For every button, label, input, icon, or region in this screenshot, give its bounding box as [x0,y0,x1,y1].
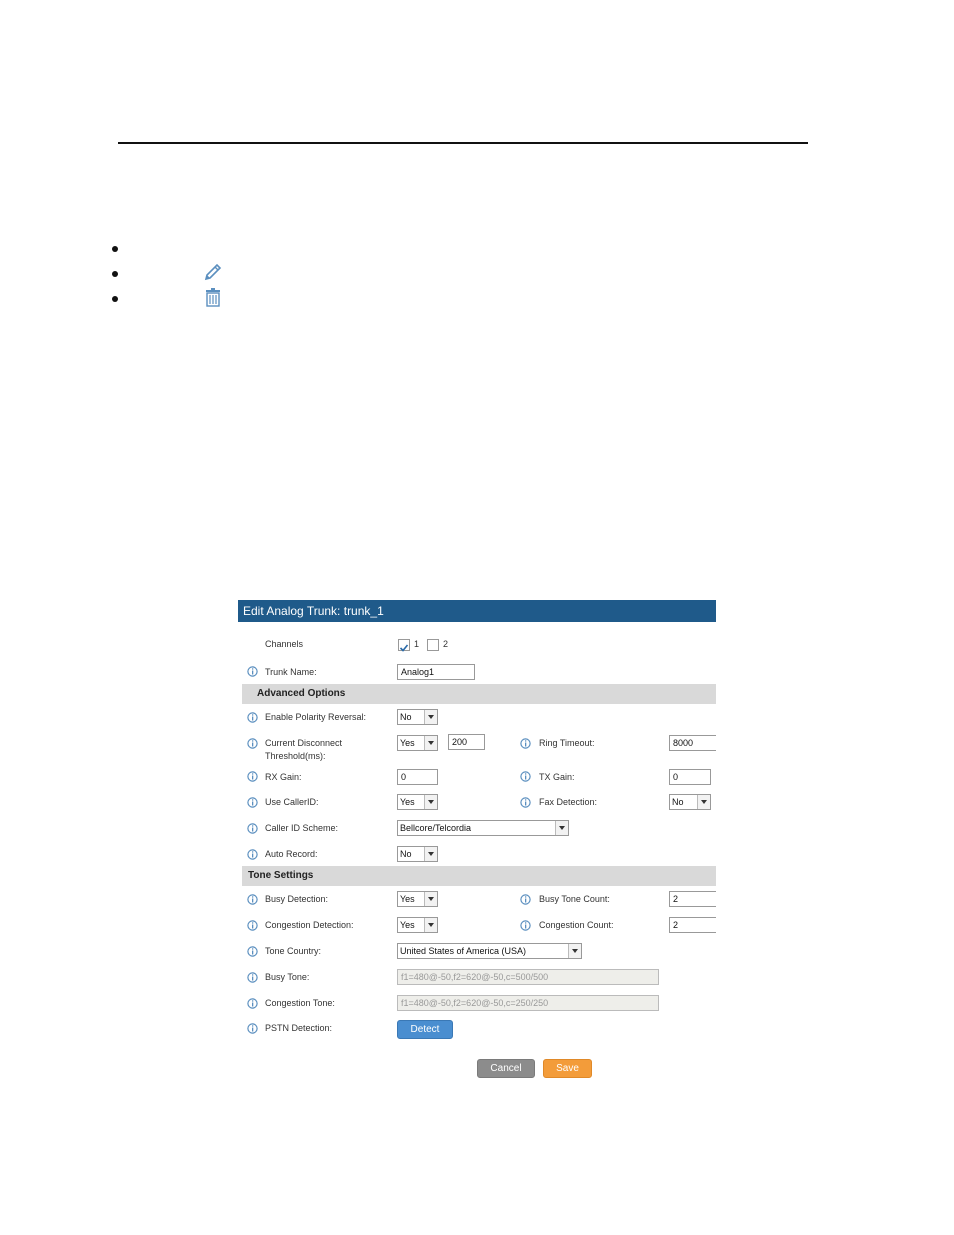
current-disconnect-select[interactable] [397,735,438,751]
tx-gain-label: TX Gain: [539,772,575,782]
use-callerid-select[interactable] [397,794,438,810]
info-icon[interactable] [247,920,258,931]
busy-detection-value: Yes [400,894,415,904]
chevron-down-icon [424,795,437,809]
current-disconnect-label-line1: Current Disconnect [265,738,343,748]
tone-settings-header: Tone Settings [242,866,716,886]
callerid-scheme-select[interactable] [397,820,569,836]
disconnect-threshold-input[interactable]: 200 [448,734,485,750]
channels-label: Channels [265,639,304,649]
trunk-name-input[interactable]: Analog1 [397,664,475,680]
info-icon[interactable] [247,946,258,957]
channel-1-checkbox[interactable] [398,639,410,651]
congestion-detection-select[interactable] [397,917,438,933]
use-callerid-label: Use CallerID: [265,797,319,807]
use-callerid-value: Yes [400,797,415,807]
polarity-reversal-label: Enable Polarity Reversal: [265,712,367,722]
info-icon[interactable] [247,894,258,905]
info-icon[interactable] [247,712,258,723]
rx-gain-input[interactable]: 0 [397,769,438,785]
info-icon[interactable] [247,666,258,677]
info-icon[interactable] [247,849,258,860]
info-icon[interactable] [520,738,531,749]
busy-detection-select[interactable] [397,891,438,907]
checkmark-icon [399,643,409,653]
horizontal-rule [118,142,808,144]
congestion-count-input[interactable]: 2 [669,917,716,933]
bullet-item [112,265,312,285]
dialog-title: Edit Analog Trunk: trunk_1 [238,600,716,622]
congestion-tone-input[interactable]: f1=480@-50,f2=620@-50,c=250/250 [397,995,659,1011]
chevron-down-icon [424,847,437,861]
bullet-item [112,240,312,260]
busy-tone-input[interactable]: f1=480@-50,f2=620@-50,c=500/500 [397,969,659,985]
fax-detection-value: No [672,797,684,807]
chevron-down-icon [424,710,437,724]
tone-country-label: Tone Country: [265,946,322,956]
tone-country-select[interactable] [397,943,582,959]
busy-tone-label: Busy Tone: [265,972,310,982]
fax-detection-select[interactable] [669,794,711,810]
info-icon[interactable] [520,920,531,931]
pstn-detection-label: PSTN Detection: [265,1023,333,1033]
busy-tone-count-label: Busy Tone Count: [539,894,610,904]
current-disconnect-label-line2: Threshold(ms): [265,751,326,761]
save-button[interactable]: Save [543,1059,592,1078]
chevron-down-icon [424,892,437,906]
auto-record-label: Auto Record: [265,849,318,859]
info-icon[interactable] [247,1023,258,1034]
info-icon[interactable] [247,797,258,808]
callerid-scheme-value: Bellcore/Telcordia [400,823,472,833]
polarity-reversal-value: No [400,712,412,722]
rx-gain-label: RX Gain: [265,772,302,782]
info-icon[interactable] [520,771,531,782]
auto-record-value: No [400,849,412,859]
edit-analog-trunk-dialog [238,600,716,1090]
busy-tone-count-input[interactable]: 2 [669,891,716,907]
info-icon[interactable] [247,972,258,983]
busy-detection-label: Busy Detection: [265,894,329,904]
cancel-button[interactable]: Cancel [477,1059,535,1078]
auto-record-select[interactable] [397,846,438,862]
current-disconnect-value: Yes [400,738,415,748]
channel-2-checkbox[interactable] [427,639,439,651]
trash-icon [202,286,224,308]
ring-timeout-label: Ring Timeout: [539,738,595,748]
fax-detection-label: Fax Detection: [539,797,598,807]
advanced-options-header: Advanced Options [242,684,716,704]
info-icon[interactable] [247,998,258,1009]
congestion-tone-label: Congestion Tone: [265,998,335,1008]
chevron-down-icon [697,795,710,809]
ring-timeout-input[interactable]: 8000 [669,735,716,751]
tone-country-value: United States of America (USA) [400,946,527,956]
bullet-dot [112,246,118,252]
chevron-down-icon [555,821,568,835]
tx-gain-input[interactable]: 0 [669,769,711,785]
trunk-name-label: Trunk Name: [265,667,317,677]
bullet-item [112,290,312,310]
chevron-down-icon [424,918,437,932]
info-icon[interactable] [247,738,258,749]
channel-1-label: 1 [414,639,420,649]
callerid-scheme-label: Caller ID Scheme: [265,823,339,833]
detect-button[interactable]: Detect [397,1020,453,1039]
chevron-down-icon [424,736,437,750]
bullet-dot [112,296,118,302]
info-icon[interactable] [247,771,258,782]
info-icon[interactable] [247,823,258,834]
pencil-icon [202,261,224,283]
congestion-detection-label: Congestion Detection: [265,920,354,930]
chevron-down-icon [568,944,581,958]
info-icon[interactable] [520,894,531,905]
congestion-detection-value: Yes [400,920,415,930]
info-icon[interactable] [520,797,531,808]
polarity-reversal-select[interactable] [397,709,438,725]
congestion-count-label: Congestion Count: [539,920,614,930]
bullet-dot [112,271,118,277]
channel-2-label: 2 [443,639,449,649]
